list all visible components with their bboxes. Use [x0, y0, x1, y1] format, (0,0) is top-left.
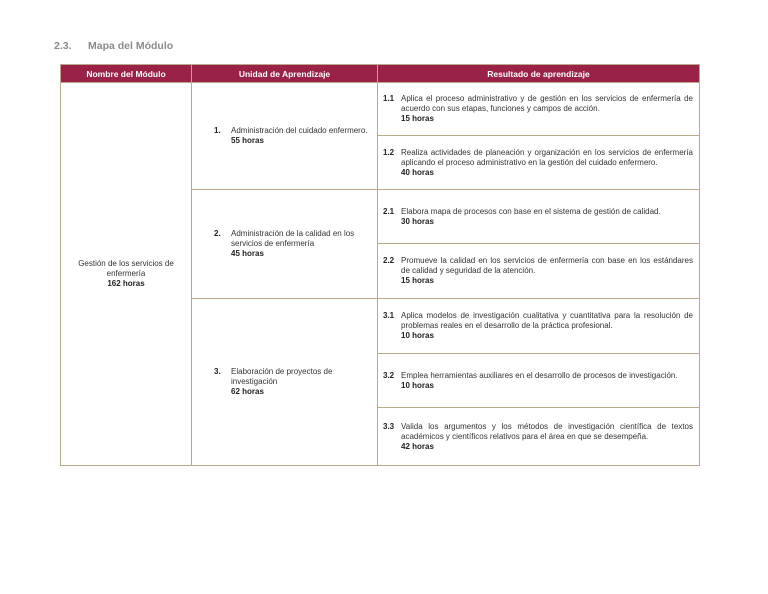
result-hours: 10 horas	[401, 331, 434, 340]
result-hours: 15 horas	[401, 114, 434, 123]
module-name: Gestión de los servicios de enfermería	[78, 259, 174, 278]
result-text: Promueve la calidad en los servicios de enfermería con base en los estándares de calidad y seguridad de la atención.	[401, 256, 693, 275]
result-text: Valida los argumentos y los métodos de investigación científica de textos académicos y científicos relativos para el área en que se desempeña.	[401, 421, 693, 441]
unit-title: Elaboración de proyectos de investigación	[231, 367, 333, 386]
header-learning-unit: Unidad de Aprendizaje	[192, 65, 378, 83]
module-cell	[61, 83, 192, 466]
unit-cell-3	[192, 299, 378, 466]
result-text: Realiza actividades de planeación y organización en los servicios de enfermería aplicando el proceso administrativo en la gestión del cuidado enfermero.	[401, 147, 693, 167]
module-map-table	[60, 64, 700, 466]
result-text: Emplea herramientas auxiliares en el desarrollo de procesos de investigación.	[401, 370, 678, 380]
unit-cell-1	[192, 83, 378, 190]
result-cell	[378, 136, 700, 190]
unit-number: 3.	[214, 367, 221, 376]
unit-hours: 45 horas	[231, 249, 264, 258]
result-number: 3.1	[383, 311, 395, 320]
result-hours: 42 horas	[401, 441, 434, 451]
result-text: Aplica modelos de investigación cualitativa y cuantitativa para la resolución de problemas reales en el desarrollo de la práctica profesional.	[401, 311, 693, 330]
result-hours: 15 horas	[401, 276, 434, 285]
unit-hours: 62 horas	[231, 387, 264, 396]
result-number: 1.2	[383, 147, 395, 157]
result-cell	[378, 354, 700, 408]
unit-number: 1.	[214, 126, 221, 135]
table-row	[61, 83, 700, 136]
result-number: 3.3	[383, 421, 395, 431]
section-title: Mapa del Módulo	[88, 40, 174, 52]
result-hours: 40 horas	[401, 167, 434, 177]
result-text: Aplica el proceso administrativo y de gestión en los servicios de enfermería de acuerdo con sus etapas, funciones y campos de acción.	[401, 94, 693, 113]
result-number: 2.2	[383, 256, 395, 265]
unit-hours: 55 horas	[231, 136, 264, 145]
result-number: 3.2	[383, 370, 395, 380]
header-learning-result: Resultado de aprendizaje	[378, 65, 700, 83]
header-module-name: Nombre del Módulo	[61, 65, 192, 83]
result-cell	[378, 83, 700, 136]
result-cell	[378, 299, 700, 354]
result-hours: 10 horas	[401, 380, 434, 390]
result-cell	[378, 408, 700, 466]
result-number: 2.1	[383, 206, 395, 216]
result-number: 1.1	[383, 94, 395, 103]
section-heading	[54, 40, 173, 52]
unit-title: Administración de la calidad en los servicios de enfermería	[231, 229, 355, 248]
module-hours: 162 horas	[107, 279, 145, 288]
unit-number: 2.	[214, 229, 221, 238]
section-number: 2.3.	[54, 40, 72, 52]
result-cell	[378, 244, 700, 299]
result-cell	[378, 190, 700, 244]
unit-cell-2	[192, 190, 378, 299]
table-header-row	[61, 65, 700, 83]
result-hours: 30 horas	[401, 216, 434, 226]
unit-title: Administración del cuidado enfermero.	[231, 126, 368, 135]
result-text: Elabora mapa de procesos con base en el sistema de gestión de calidad.	[401, 206, 661, 216]
